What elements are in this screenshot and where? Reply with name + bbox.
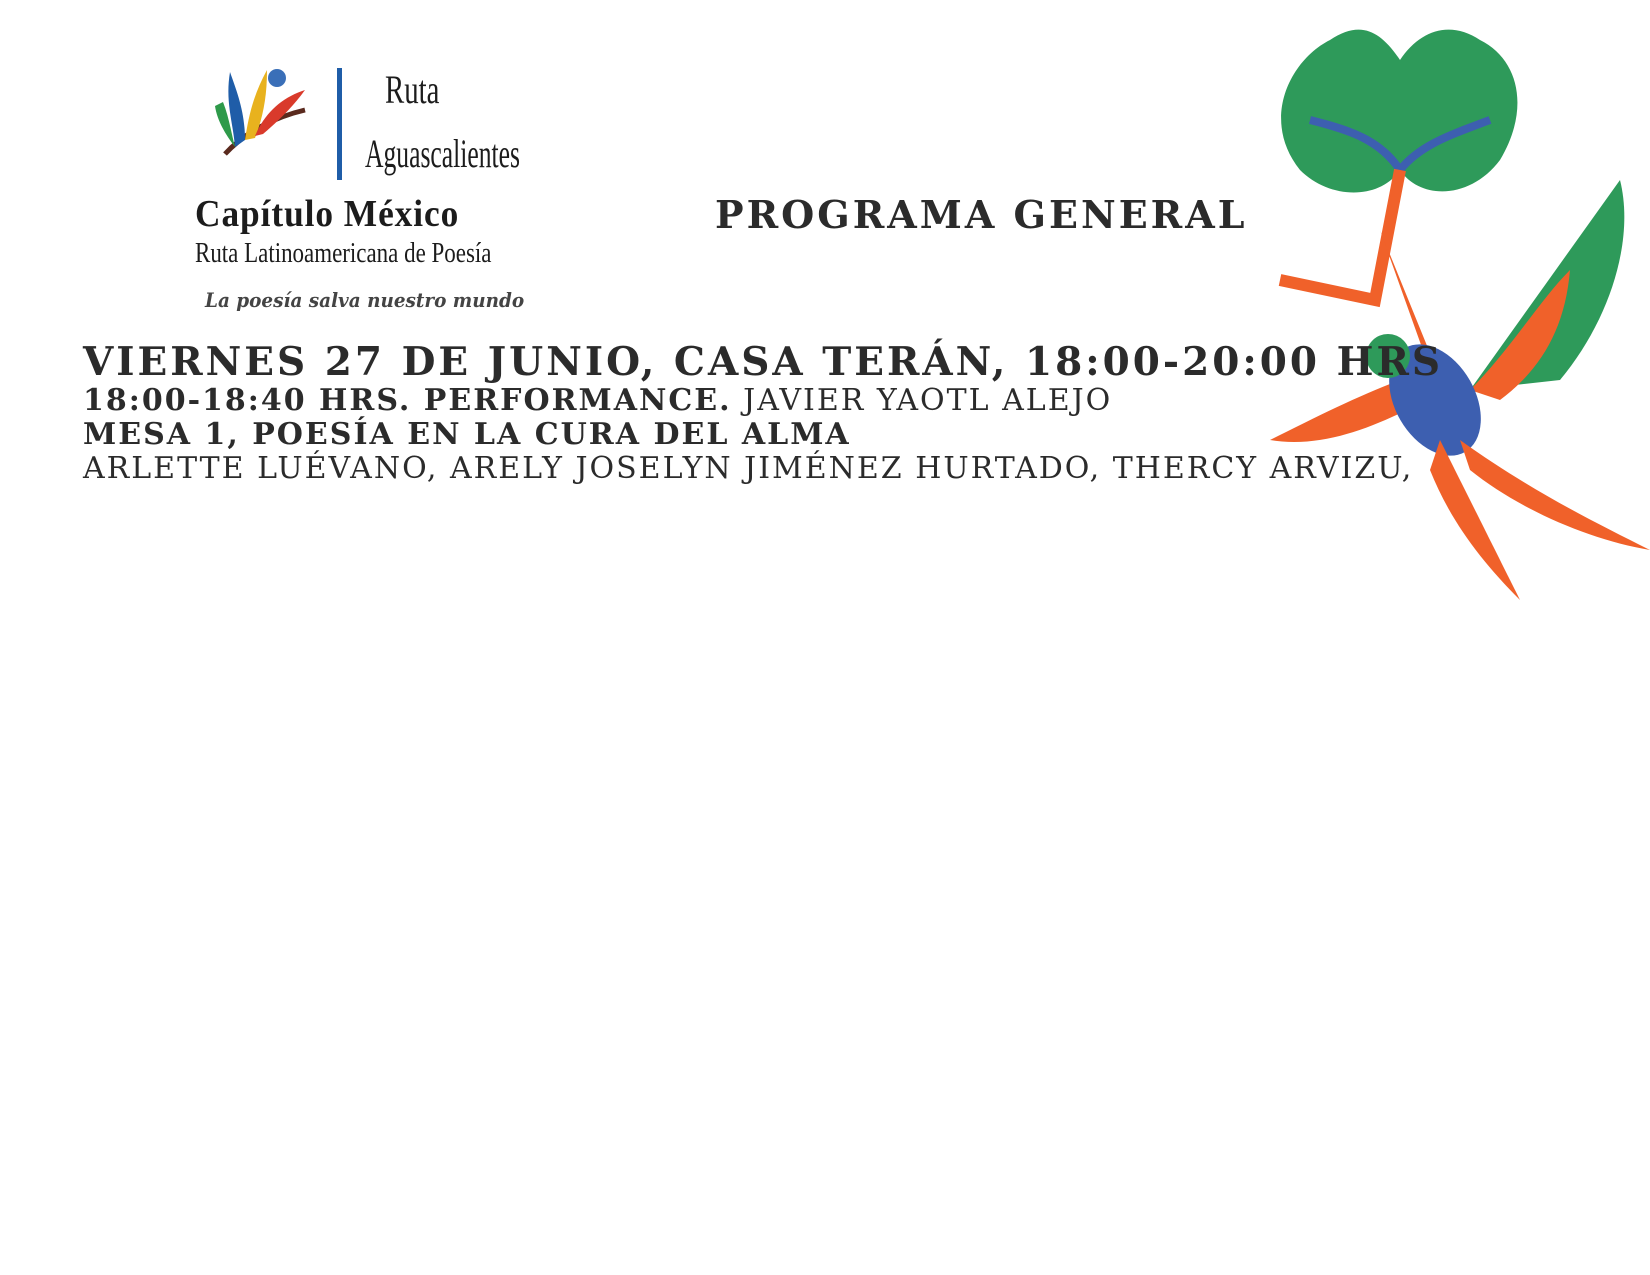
logo-capitulo: Capítulo México [195, 193, 460, 235]
page-title: PROGRAMA GENERAL [715, 192, 1248, 237]
friday-heading: VIERNES 27 DE JUNIO, CASA TERÁN, 18:00-20:00 HRS [83, 339, 1444, 385]
logo-ruta-latinoamericana: Ruta Latinoamericana de Poesía [195, 238, 492, 269]
logo-motto: La poesía salva nuestro mundo [205, 288, 525, 312]
hummingbird-parrot-illustration-icon [1270, 0, 1650, 620]
logo-ruta: Ruta [385, 67, 440, 112]
performance-name: JAVIER YAOTL ALEJO [731, 383, 1113, 418]
mesa1-title: MESA 1, POESÍA EN LA CURA DEL ALMA [83, 417, 851, 452]
logo-aguascalientes: Aguascalientes [365, 131, 520, 176]
performance-line [83, 384, 1583, 418]
bird-logo-icon [205, 62, 315, 182]
program-content [83, 340, 1583, 486]
logo [195, 62, 595, 322]
logo-divider [337, 68, 342, 180]
performance-time: 18:00-18:40 HRS. PERFORMANCE. [83, 383, 732, 418]
mesa1-line1: ARLETTE LUÉVANO, ARELY JOSELYN JIMÉNEZ HURTADO, THERCY ARVIZU, [83, 451, 1414, 486]
